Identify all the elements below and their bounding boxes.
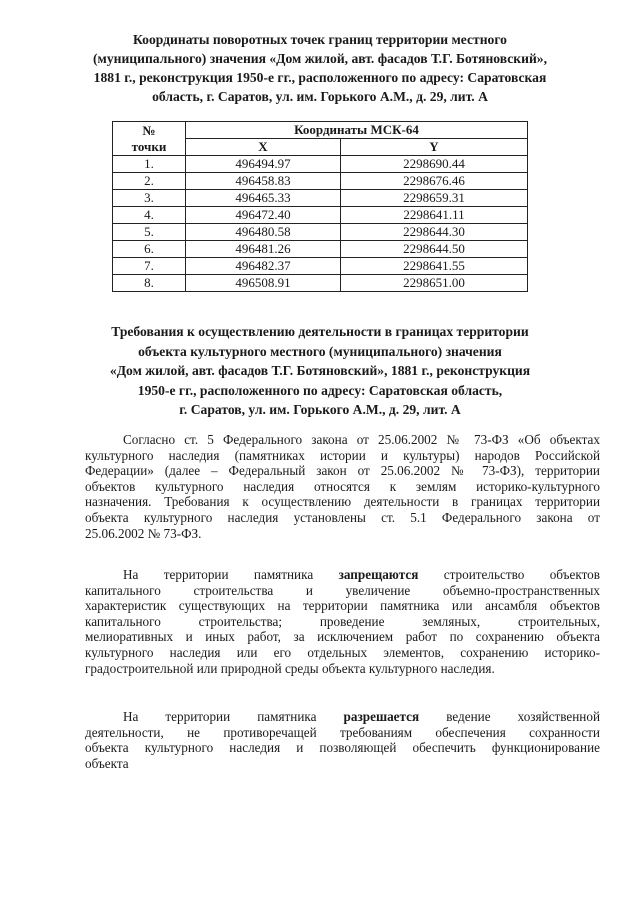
y-cell: 2298644.50 <box>341 241 528 258</box>
y-header: Y <box>341 139 528 156</box>
paragraph-line: объекта культурного наследия установлены ст. 5.1 Федерального закона от <box>85 509 600 525</box>
x-cell: 496494.97 <box>186 156 341 173</box>
point-number-cell: 4. <box>113 207 186 224</box>
point-number-cell: 6. <box>113 241 186 258</box>
law-reference-paragraph <box>85 432 600 541</box>
coordinates-title <box>40 30 600 106</box>
table-row <box>113 275 528 292</box>
point-number-cell: 8. <box>113 275 186 292</box>
paragraph-line: объектов культурного наследия относятся к землям историко-культурного <box>85 478 600 494</box>
point-number-header-line1: № <box>142 122 156 138</box>
x-cell: 496465.33 <box>186 190 341 207</box>
paragraph-line: деятельности, не противоречащей требованиям обеспечения сохранности <box>85 724 600 740</box>
x-cell: 496481.26 <box>186 241 341 258</box>
title-line: Координаты поворотных точек границ территории местного <box>133 32 507 47</box>
paragraph-line: Федерации» (далее – Федеральный закон от 25.06.2002 № 73-ФЗ), территории <box>85 463 600 479</box>
table-row <box>113 241 528 258</box>
paragraph-line <box>85 567 600 583</box>
table-row <box>113 156 528 173</box>
requirements-title <box>40 322 600 420</box>
title-line: 1881 г., реконструкция 1950-е гг., расположенного по адресу: Саратовская <box>93 70 547 85</box>
coordinate-system-header: Координаты МСК-64 <box>186 122 528 139</box>
x-cell: 496480.58 <box>186 224 341 241</box>
paragraph-line: объекта культурного наследия и позволяющей обеспечить функционирование <box>85 740 600 756</box>
permitted-keyword: разрешается <box>343 709 420 724</box>
point-number-cell: 3. <box>113 190 186 207</box>
coordinates-table <box>112 121 528 292</box>
subtitle-line: Требования к осуществлению деятельности в границах территории <box>111 324 529 339</box>
point-number-cell: 1. <box>113 156 186 173</box>
subtitle-line: 1950-е гг., расположенного по адресу: Саратовская область, <box>137 382 503 398</box>
table-row <box>113 173 528 190</box>
paragraph-line: мелиоративных и иных работ, за исключением работ по сохранению объекта <box>85 629 600 645</box>
x-cell: 496508.91 <box>186 275 341 292</box>
x-cell: 496472.40 <box>186 207 341 224</box>
point-number-cell: 5. <box>113 224 186 241</box>
point-number-cell: 7. <box>113 258 186 275</box>
paragraph-line: капитального строительства; проведение земляных, строительных, <box>85 613 600 629</box>
subtitle-line: объекта культурного местного (муниципального) значения <box>138 343 502 359</box>
paragraph-line: Согласно ст. 5 Федерального закона от 25.06.2002 № 73-ФЗ «Об объектах <box>123 432 600 447</box>
table-row <box>113 258 528 275</box>
paragraph-text: строительство объектов <box>418 567 601 582</box>
paragraph-text: На территории памятника <box>123 567 339 582</box>
y-cell: 2298690.44 <box>341 156 528 173</box>
paragraph-line: характеристик существующих на территории памятника или ансамбля объектов <box>85 598 600 614</box>
x-cell: 496482.37 <box>186 258 341 275</box>
paragraph-line: градостроительной или природной среды объекта культурного наследия. <box>85 660 495 676</box>
x-header: X <box>186 139 341 156</box>
point-number-cell: 2. <box>113 173 186 190</box>
prohibited-keyword: запрещаются <box>338 567 419 582</box>
y-cell: 2298659.31 <box>341 190 528 207</box>
paragraph-line: 25.06.2002 № 73-ФЗ. <box>85 525 202 541</box>
table-row <box>113 207 528 224</box>
subtitle-line: г. Саратов, ул. им. Горького А.М., д. 29, лит. А <box>179 402 461 417</box>
point-number-header <box>113 122 186 156</box>
prohibitions-paragraph <box>85 567 600 676</box>
table-row <box>113 190 528 207</box>
paragraph-line <box>85 709 600 725</box>
permissions-paragraph <box>85 709 600 771</box>
title-line: (муниципального) значения «Дом жилой, авт. фасадов Т.Г. Ботяновский», <box>93 51 547 66</box>
paragraph-line: культурного наследия (памятниках истории и культуры) народов Российской <box>85 447 600 463</box>
y-cell: 2298644.30 <box>341 224 528 241</box>
y-cell: 2298651.00 <box>341 275 528 292</box>
table-row <box>113 224 528 241</box>
y-cell: 2298641.55 <box>341 258 528 275</box>
paragraph-line: капитального строительства и увеличение объемно-пространственных <box>85 582 600 598</box>
x-cell: 496458.83 <box>186 173 341 190</box>
y-cell: 2298641.11 <box>341 207 528 224</box>
paragraph-line: объекта <box>85 755 129 771</box>
title-line: область, г. Саратов, ул. им. Горького А.М., д. 29, лит. А <box>152 89 488 104</box>
y-cell: 2298676.46 <box>341 173 528 190</box>
paragraph-line: назначения. Требования к осуществлению деятельности в границах территории <box>85 494 600 510</box>
subtitle-line: «Дом жилой, авт. фасадов Т.Г. Ботяновский», 1881 г., реконструкция <box>109 363 531 378</box>
paragraph-text: ведение хозяйственной <box>419 709 601 724</box>
point-number-header-line2: точки <box>131 138 167 154</box>
paragraph-text: На территории памятника <box>123 709 344 724</box>
paragraph-line: культурного наследия или его отдельных элементов, сохранению историко- <box>85 644 600 660</box>
